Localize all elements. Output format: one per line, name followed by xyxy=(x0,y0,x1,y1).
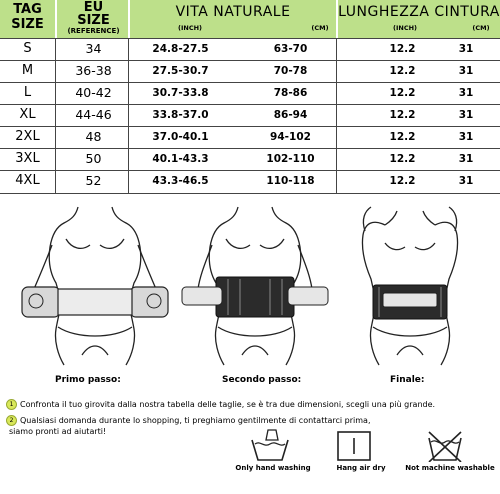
waist-inch-cell: 27.5-30.7 xyxy=(152,65,209,77)
no-machine-care xyxy=(405,428,495,472)
waist-cm-cell: 102-110 xyxy=(266,153,315,165)
eu-size-title: EU SIZE xyxy=(77,0,110,28)
eu-size-reference: (REFERENCE) xyxy=(67,27,120,35)
eu-size-header xyxy=(57,1,130,36)
step-1-figure xyxy=(20,205,170,375)
tag-size-cell: XL xyxy=(19,107,36,122)
waist-header: VITA NATURALE xyxy=(175,4,291,20)
step-2-figure xyxy=(180,205,330,375)
size-table xyxy=(0,0,500,194)
waist-cm-cell: 70-78 xyxy=(273,65,308,77)
no-machine-wash-icon xyxy=(425,428,465,462)
tag-size-cell: 4XL xyxy=(15,173,40,188)
table-row xyxy=(0,148,500,170)
air-dry-care xyxy=(336,428,386,472)
waist-inch-cell: 37.0-40.1 xyxy=(152,131,209,143)
eu-size-cell: 48 xyxy=(85,129,102,144)
tag-size-cell: M xyxy=(21,63,34,78)
note-1 xyxy=(6,399,496,410)
belt-cm-cell: 31 xyxy=(458,109,474,121)
waist-inch-cell: 43.3-46.5 xyxy=(152,175,209,187)
step-3-caption: Finale: xyxy=(390,375,425,385)
eu-size-cell: 44-46 xyxy=(75,107,112,122)
belt-length-header: LUNGHEZZA CINTURA xyxy=(338,4,500,20)
belt-cm-cell: 31 xyxy=(458,43,474,55)
number-2-icon: 2 xyxy=(6,415,17,426)
hand-wash-care xyxy=(235,428,311,472)
step-1-caption: Primo passo: xyxy=(55,375,121,385)
note-1-text: Confronta il tuo girovita dalla nostra tabella delle taglie, se è tra due dimensioni, scegli una più grande. xyxy=(20,400,436,409)
belt-inch-cell: 12.2 xyxy=(389,153,416,165)
eu-size-cell: 34 xyxy=(85,41,102,56)
belt-cm-cell: 31 xyxy=(458,153,474,165)
number-1-icon: 1 xyxy=(6,399,17,410)
belt-inch-cell: 12.2 xyxy=(389,43,416,55)
belt-cm-cell: 31 xyxy=(458,65,474,77)
tag-size-cell: S xyxy=(23,41,32,56)
table-row xyxy=(0,170,500,192)
eu-size-cell: 50 xyxy=(85,151,102,166)
tag-size-cell: 3XL xyxy=(15,151,40,166)
air-dry-label: Hang air dry xyxy=(336,464,386,472)
belt-cm-cell: 31 xyxy=(458,87,474,99)
belt-inch-header: (INCH) xyxy=(392,24,417,32)
waist-inch-cell: 40.1-43.3 xyxy=(152,153,209,165)
tag-size-header: TAG SIZE xyxy=(11,2,44,32)
eu-size-cell: 36-38 xyxy=(75,63,112,78)
waist-cm-cell: 63-70 xyxy=(273,43,308,55)
belt-inch-cell: 12.2 xyxy=(389,131,416,143)
waist-inch-cell: 30.7-33.8 xyxy=(152,87,209,99)
eu-size-cell: 40-42 xyxy=(75,85,112,100)
tag-size-cell: 2XL xyxy=(15,129,40,144)
no-machine-label: Not machine washable xyxy=(405,464,495,472)
waist-inch-cell: 24.8-27.5 xyxy=(152,43,209,55)
step-2-caption: Secondo passo: xyxy=(222,375,302,385)
belt-inch-cell: 12.2 xyxy=(389,175,416,187)
waist-cm-cell: 86-94 xyxy=(273,109,308,121)
hand-wash-icon xyxy=(248,428,292,462)
tag-size-cell: L xyxy=(23,85,32,100)
waist-cm-cell: 94-102 xyxy=(270,131,311,143)
hang-dry-icon xyxy=(336,428,372,462)
belt-inch-cell: 12.2 xyxy=(389,87,416,99)
belt-cm-header: (CM) xyxy=(472,24,490,32)
belt-cm-cell: 31 xyxy=(458,131,474,143)
note-2-text: Qualsiasi domanda durante lo shopping, ti preghiamo gentilmente di contattarci prima, xyxy=(20,416,371,425)
table-row xyxy=(0,82,500,104)
waist-inch-header: (INCH) xyxy=(177,24,202,32)
belt-inch-cell: 12.2 xyxy=(389,109,416,121)
belt-cm-cell: 31 xyxy=(458,175,474,187)
hand-wash-label: Only hand washing xyxy=(235,464,311,472)
waist-cm-cell: 78-86 xyxy=(273,87,308,99)
table-row xyxy=(0,38,500,60)
eu-size-cell: 52 xyxy=(85,173,102,188)
table-row xyxy=(0,126,500,148)
step-3-figure xyxy=(335,205,485,375)
waist-cm-cell: 110-118 xyxy=(266,175,315,187)
waist-inch-cell: 33.8-37.0 xyxy=(152,109,209,121)
belt-inch-cell: 12.2 xyxy=(389,65,416,77)
waist-cm-header: (CM) xyxy=(311,24,329,32)
table-row xyxy=(0,104,500,126)
note-2-text-cont: siamo pronti ad aiutarti! xyxy=(9,427,107,436)
table-row xyxy=(0,60,500,82)
table-header xyxy=(0,0,500,38)
